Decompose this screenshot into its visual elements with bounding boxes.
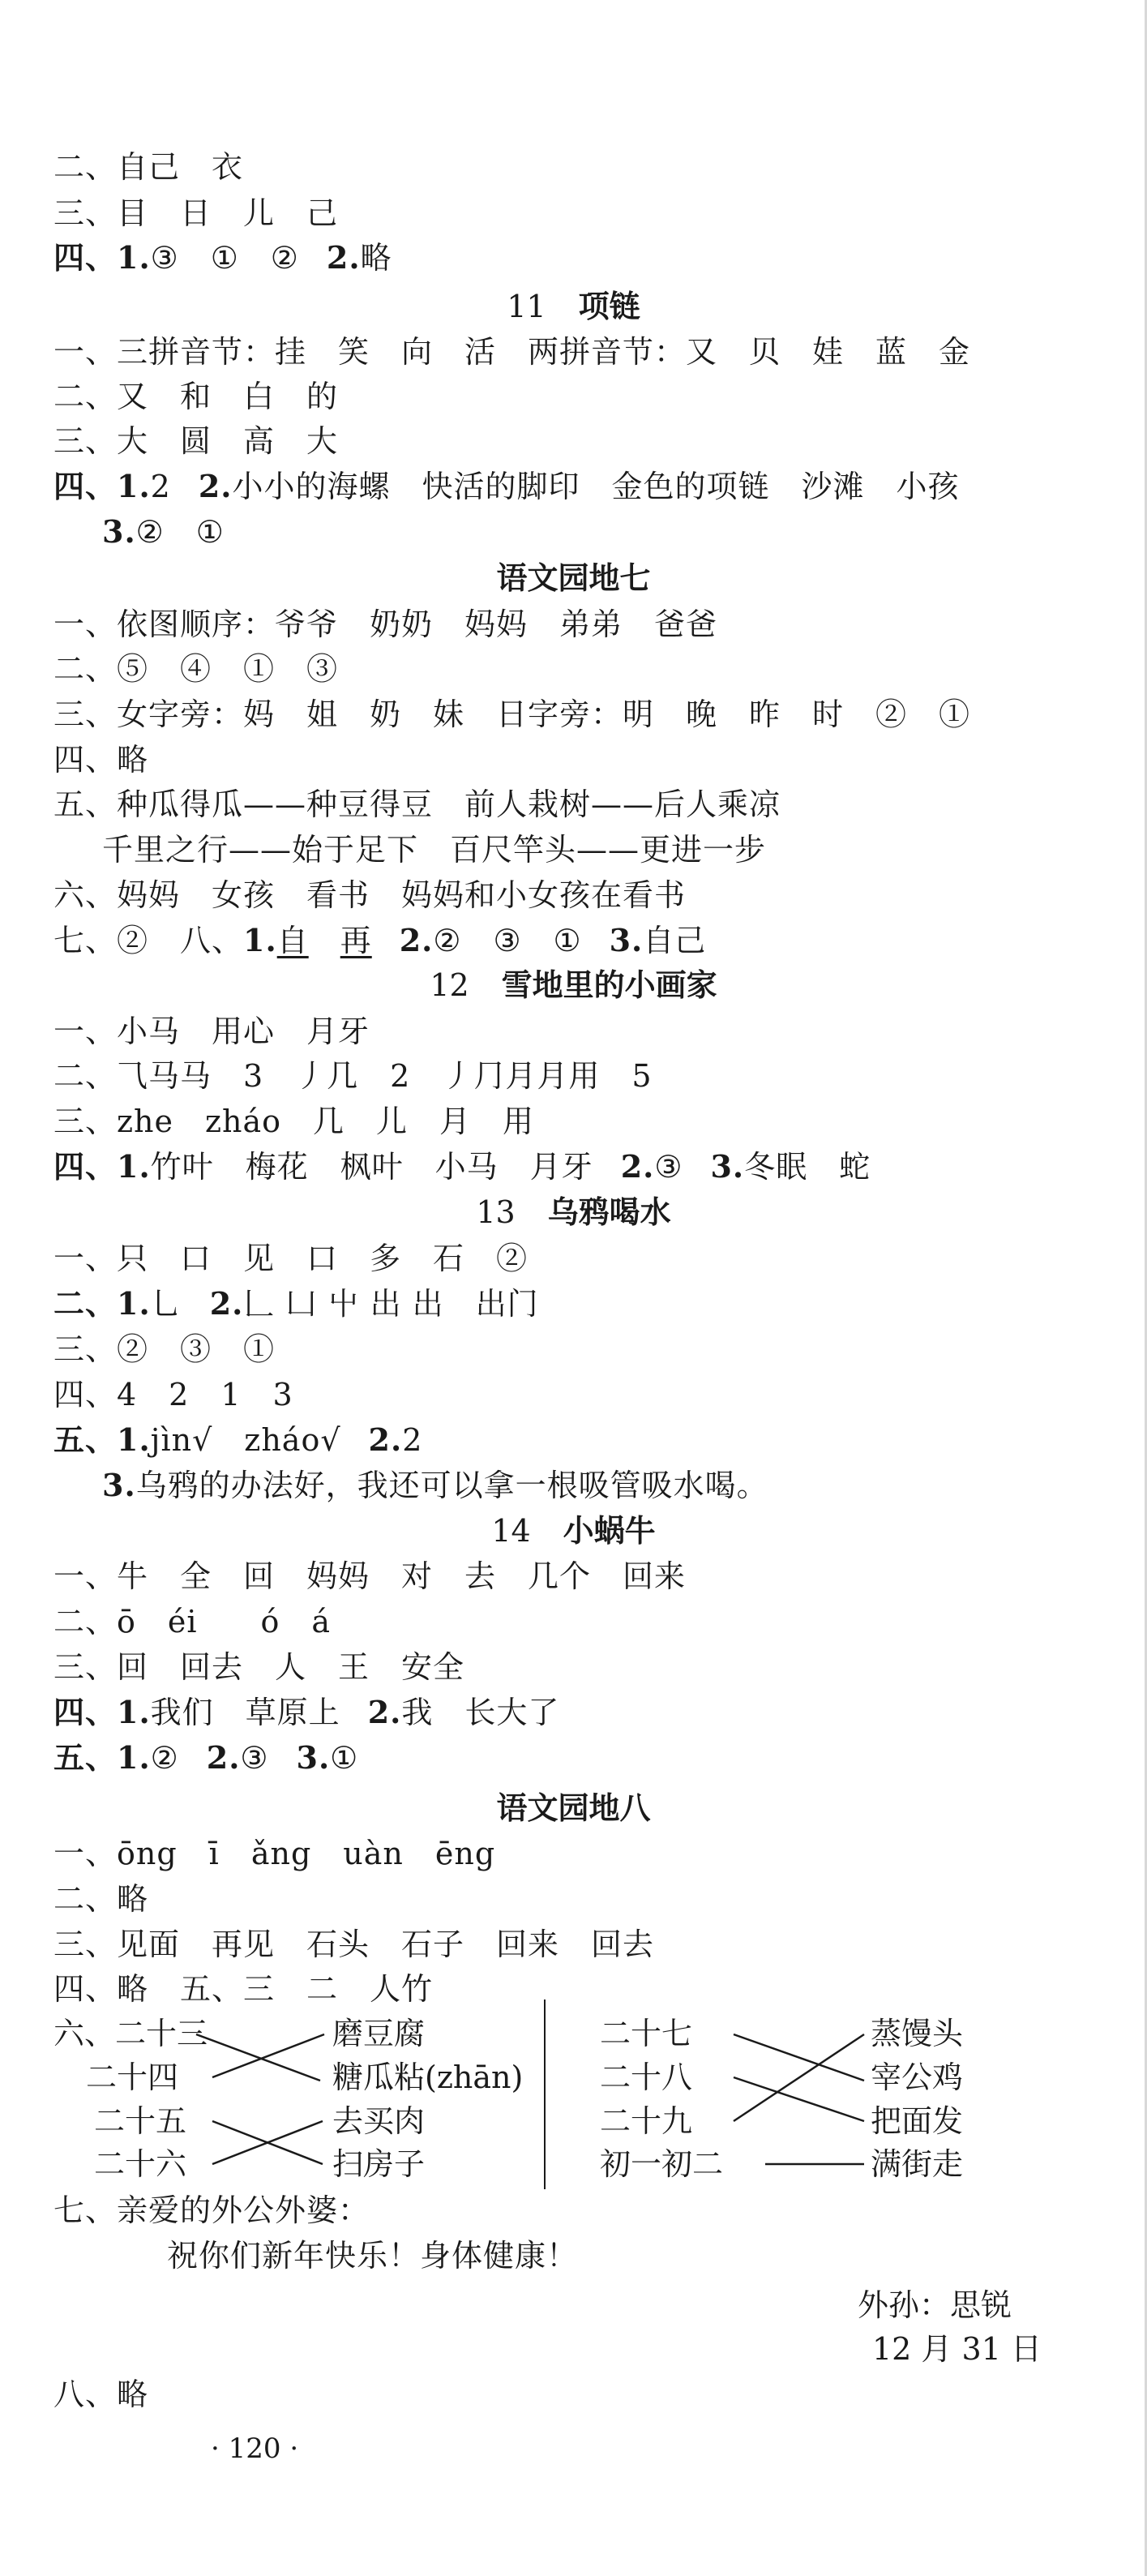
match-left-task: 扫房子 [332,2146,426,2182]
section-title-lesson-12: 12 雪地里的小画家 [430,967,717,1003]
page-number: · 120 · [211,2432,299,2465]
letter-signature: 外孙：思锐 [858,2287,1012,2323]
answer-line: 三、见面 再见 石头 石子 回来 回去 [53,1927,655,1962]
answer-line: 三、回 回去 人 王 安全 [53,1649,465,1685]
answer-line: 一、小马 用心 月牙 [53,1014,370,1049]
section-title-yuandi-8: 语文园地八 [496,1789,651,1826]
answer-line: 四、1.2 2.小小的海螺 快活的脚印 金色的项链 沙滩 小孩 [53,468,960,504]
answer-line: 3.乌鸦的办法好，我还可以拿一根吸管吸水喝。 [102,1467,768,1503]
answer-line: 五、种瓜得瓜——种豆得豆 前人栽树——后人乘凉 [53,787,781,822]
answer-line: 七、② 八、1.自 再 2.② ③ ① 3.自己 [53,922,707,958]
answer-line: 二、自己 衣 [53,149,244,185]
answer-line: 三、② ③ ① [53,1331,276,1367]
section-title-lesson-14: 14 小蜗牛 [491,1512,656,1549]
section-title-lesson-11: 11 项链 [507,288,640,324]
answer-line: 六、妈妈 女孩 看书 妈妈和小女孩在看书 [53,877,687,913]
match-left-day: 二十四 [86,2060,179,2095]
section-title-yuandi-7: 语文园地七 [496,559,651,596]
answer-line: 一、依图顺序：爷爷 奶奶 妈妈 弟弟 爸爸 [53,606,718,642]
match-right-task: 蒸馒头 [871,2016,964,2051]
answer-line: 八、略 [53,2377,149,2412]
answer-line: 五、1.jìn√ zháo√ 2.2 [53,1421,423,1458]
answer-line: 二、ō éi ó á [53,1604,332,1639]
match-right-day: 二十八 [600,2060,693,2095]
answer-line: 四、1.我们 草原上 2.我 长大了 [53,1694,560,1730]
match-line [196,2034,320,2081]
match-left-day: 二十六 [94,2146,187,2182]
answer-line: 一、牛 全 回 妈妈 对 去 几个 回来 [53,1558,687,1594]
answer-line: 三、大 圆 高 大 [53,423,339,459]
match-right-task: 把面发 [871,2103,964,2139]
section-title-lesson-13: 13 乌鸦喝水 [476,1194,671,1230]
answer-line: 七、亲爱的外公外婆： [53,2192,370,2228]
match-left-day: 二十五 [94,2103,187,2139]
answer-line: 三、女字旁：妈 姐 奶 妹 日字旁：明 晚 昨 时 ② ① [53,697,971,732]
match-right-task: 满街走 [871,2146,964,2182]
answer-line: 二、1.乚 2.𠃊 凵 屮 出 出 出门 [53,1285,539,1322]
answer-line: 三、zhe zháo 几 儿 月 用 [53,1104,535,1139]
match-line [212,2034,324,2077]
match-right-day: 二十七 [600,2016,693,2051]
answer-line: 四、1.竹叶 梅花 枫叶 小马 月牙 2.③ 3.冬眠 蛇 [53,1148,871,1185]
match-right-task: 宰公鸡 [871,2060,964,2095]
answer-line: 一、三拼音节：挂 笑 向 活 两拼音节：又 贝 娃 蓝 金 [53,334,971,370]
answer-line: 四、4 2 1 3 [53,1377,293,1412]
answer-line: 四、1.③ ① ② 2.略 [53,239,392,276]
letter-date: 12 月 31 日 [872,2331,1042,2367]
answer-line: 一、ōng ī ǎng uàn ēng [53,1836,496,1871]
answer-line: 二、略 [53,1881,149,1917]
match-left-task: 糖瓜粘(zhān) [332,2060,524,2095]
answer-line: 二、又 和 白 的 [53,379,339,414]
match-line [734,2034,864,2081]
answer-line: 3.② ① [102,513,225,550]
match-left-task: 去买肉 [332,2103,426,2139]
answer-line: 五、1.② 2.③ 3.① [53,1739,359,1776]
answer-line: 一、只 口 见 口 多 石 ② [53,1241,529,1276]
match-line [734,2077,864,2121]
match-left-task: 磨豆腐 [332,2016,426,2051]
answer-line: 四、略 [53,742,149,778]
answer-line: 三、目 日 儿 己 [53,195,339,231]
answer-line: 二、⺄马马 3 丿几 2 丿⺆月月用 5 [53,1058,653,1094]
match-right-day: 二十九 [600,2103,693,2139]
letter-body: 祝你们新年快乐！身体健康！ [167,2238,579,2274]
match-right-day: 初一初二 [600,2146,724,2182]
match-line [734,2034,864,2121]
matching-label: 六、二十三 [53,2016,208,2051]
answer-line: 四、略 五、三 二 人竹 [53,1971,434,2007]
answer-line: 千里之行——始于足下 百尺竿头——更进一步 [102,832,767,868]
answer-line: 二、⑤ ④ ① ③ [53,651,339,687]
